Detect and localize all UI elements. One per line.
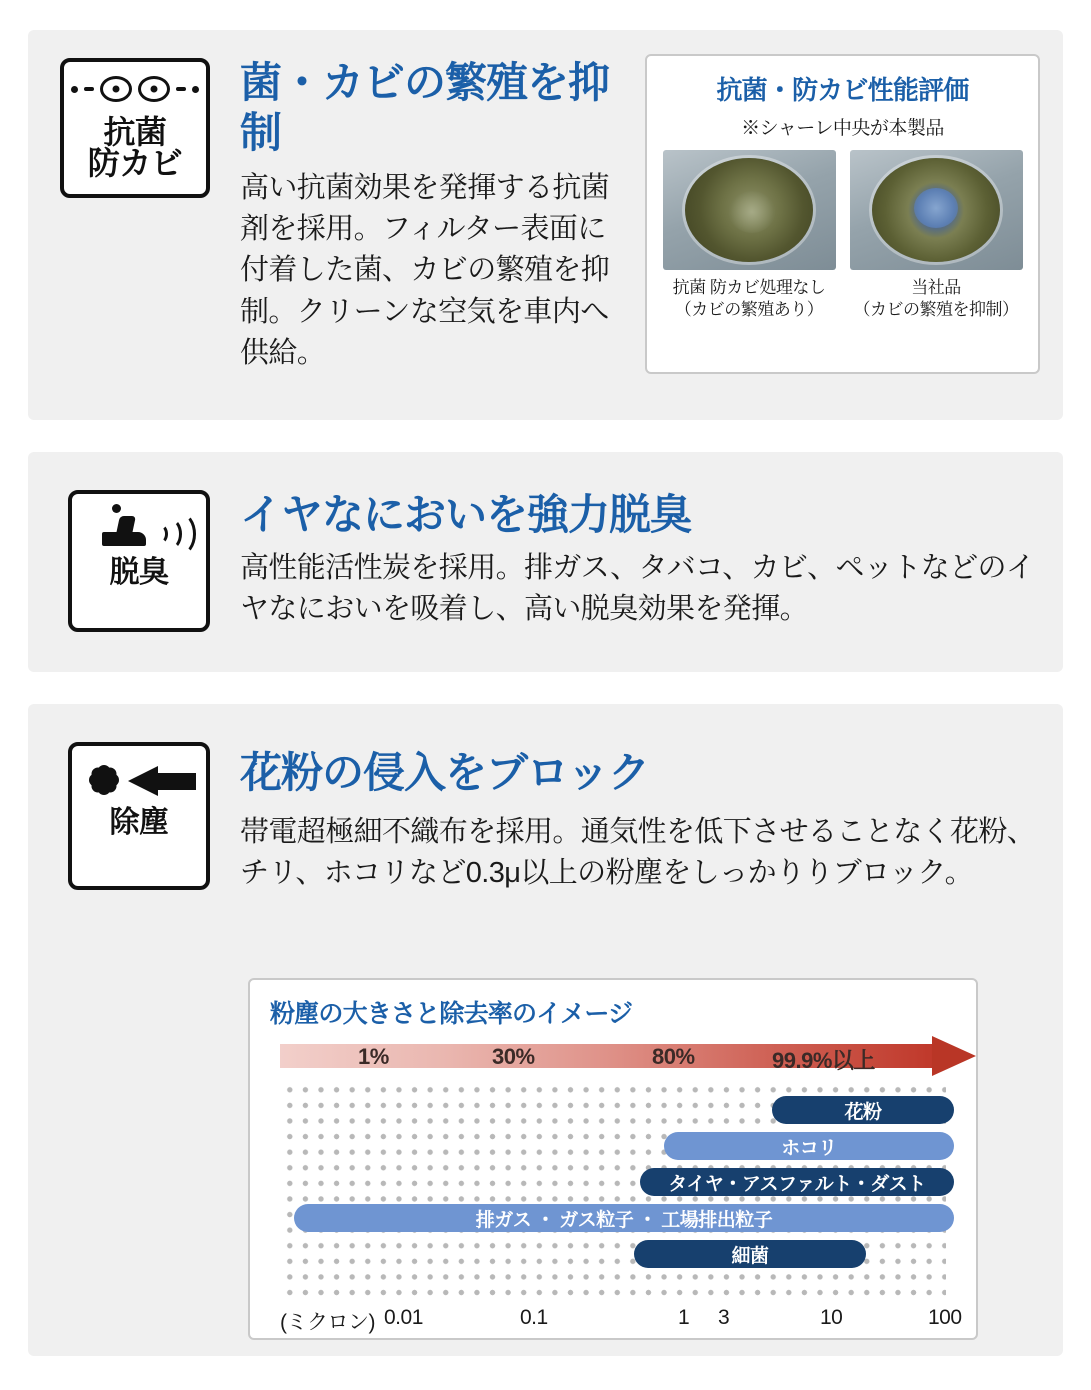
chart-bar-tire-asphalt-dust: タイヤ・アスファルト・ダスト <box>640 1168 954 1196</box>
axis-tick-label: 3 <box>718 1306 730 1329</box>
badge-label-line1: 抗菌 <box>103 114 167 150</box>
performance-evaluation-card <box>645 54 1040 374</box>
petri-dish-treated <box>850 150 1023 321</box>
germ-dash-icon <box>84 87 94 91</box>
petri-icon <box>872 158 1000 262</box>
pollen-arrow-icon <box>72 746 206 802</box>
petri-dish-untreated-photo <box>663 150 836 270</box>
germ-dot-icon <box>71 86 78 93</box>
dust-size-chart <box>248 978 978 1340</box>
germ-mold-icon <box>64 62 206 118</box>
germ-cell-icon <box>138 76 170 102</box>
pollen-icon <box>88 764 120 796</box>
heading-deodorize: イヤなにおいを強力脱臭 <box>240 491 692 538</box>
caption-line1: 抗菌 防カビ処理なし <box>672 278 826 297</box>
chart-bar-pollen: 花粉 <box>772 1096 954 1124</box>
body-antibacterial: 高い抗菌効果を発揮する抗菌剤を採用。フィルター表面に付着した菌、カビの繁殖を抑制。クリーンな空気を車内へ供給。 <box>240 172 610 369</box>
arrow-head-icon <box>932 1036 976 1076</box>
chart-plot-area <box>280 1080 946 1298</box>
axis-tick-label: 0.1 <box>520 1306 548 1329</box>
axis-tick-label: 1 <box>678 1306 690 1329</box>
axis-tick-label: 0.01 <box>384 1306 423 1329</box>
badge-dust-removal <box>68 742 210 890</box>
removal-rate-label: 1% <box>358 1044 389 1069</box>
arrow-left-icon <box>128 766 196 796</box>
badge-deodorize <box>68 490 210 632</box>
removal-rate-label: 80% <box>652 1044 695 1069</box>
pollen-block-icon <box>72 750 206 814</box>
petri-dish-untreated-caption <box>663 277 836 321</box>
caption-line2: （カビの繁殖あり） <box>674 300 824 320</box>
germ-dash-icon <box>176 87 186 91</box>
chart-bar-exhaust-gas: 排ガス ・ ガス粒子 ・ 工場排出粒子 <box>294 1204 954 1232</box>
germ-dot-icon <box>192 86 199 93</box>
petri-icon <box>685 158 813 262</box>
germ-cell-icon <box>100 76 132 102</box>
removal-rate-arrow <box>280 1036 946 1076</box>
germ-icon-row <box>64 76 206 102</box>
axis-tick-label: 100 <box>928 1306 962 1329</box>
petri-dish-row <box>661 150 1024 321</box>
petri-dish-untreated <box>663 150 836 321</box>
chart-bar-dust: ホコリ <box>664 1132 954 1160</box>
card-title: 抗菌・防カビ性能評価 <box>716 75 969 105</box>
chart-x-axis <box>280 1302 962 1338</box>
chart-bar-bacteria: 細菌 <box>634 1240 866 1268</box>
nose-dot-icon <box>112 504 121 513</box>
card-subtitle: ※シャーレ中央が本製品 <box>741 118 944 139</box>
badge-antibacterial <box>60 58 210 198</box>
petri-dish-treated-photo <box>850 150 1023 270</box>
badge-label-line2: 防カビ <box>87 144 183 181</box>
heading-antibacterial: 菌・カビの繁殖を抑制 <box>240 59 610 156</box>
axis-tick-label: 10 <box>820 1306 843 1329</box>
petri-dish-treated-caption <box>850 277 1023 321</box>
badge-label-line1: 脱臭 <box>109 556 169 589</box>
nose-odor-icon <box>72 494 206 550</box>
caption-line1: 当社品 <box>911 278 961 297</box>
badge-label-line1: 除塵 <box>109 806 169 839</box>
nose-shape-icon <box>102 516 146 546</box>
chart-title: 粉塵の大きさと除去率のイメージ <box>270 1000 633 1028</box>
heading-dust-removal: 花粉の侵入をブロック <box>240 749 650 796</box>
nose-icon <box>72 500 206 556</box>
body-deodorize: 高性能活性炭を採用。排ガス、タバコ、カビ、ペットなどのイヤなにおいを吸着し、高い脱臭効果を発揮。 <box>240 552 1035 626</box>
body-dust-removal: 帯電超極細不織布を採用。通気性を低下させることなく花粉、チリ、ホコリなど0.3μ以上の粉塵をしっかりりブロック。 <box>240 816 1036 890</box>
odor-wave-icon <box>164 512 196 556</box>
caption-line2: （カビの繁殖を抑制） <box>853 300 1019 320</box>
removal-rate-label: 99.9%以上 <box>772 1048 875 1073</box>
axis-unit-label: (ミクロン) <box>280 1311 375 1334</box>
removal-rate-label: 30% <box>492 1044 535 1069</box>
